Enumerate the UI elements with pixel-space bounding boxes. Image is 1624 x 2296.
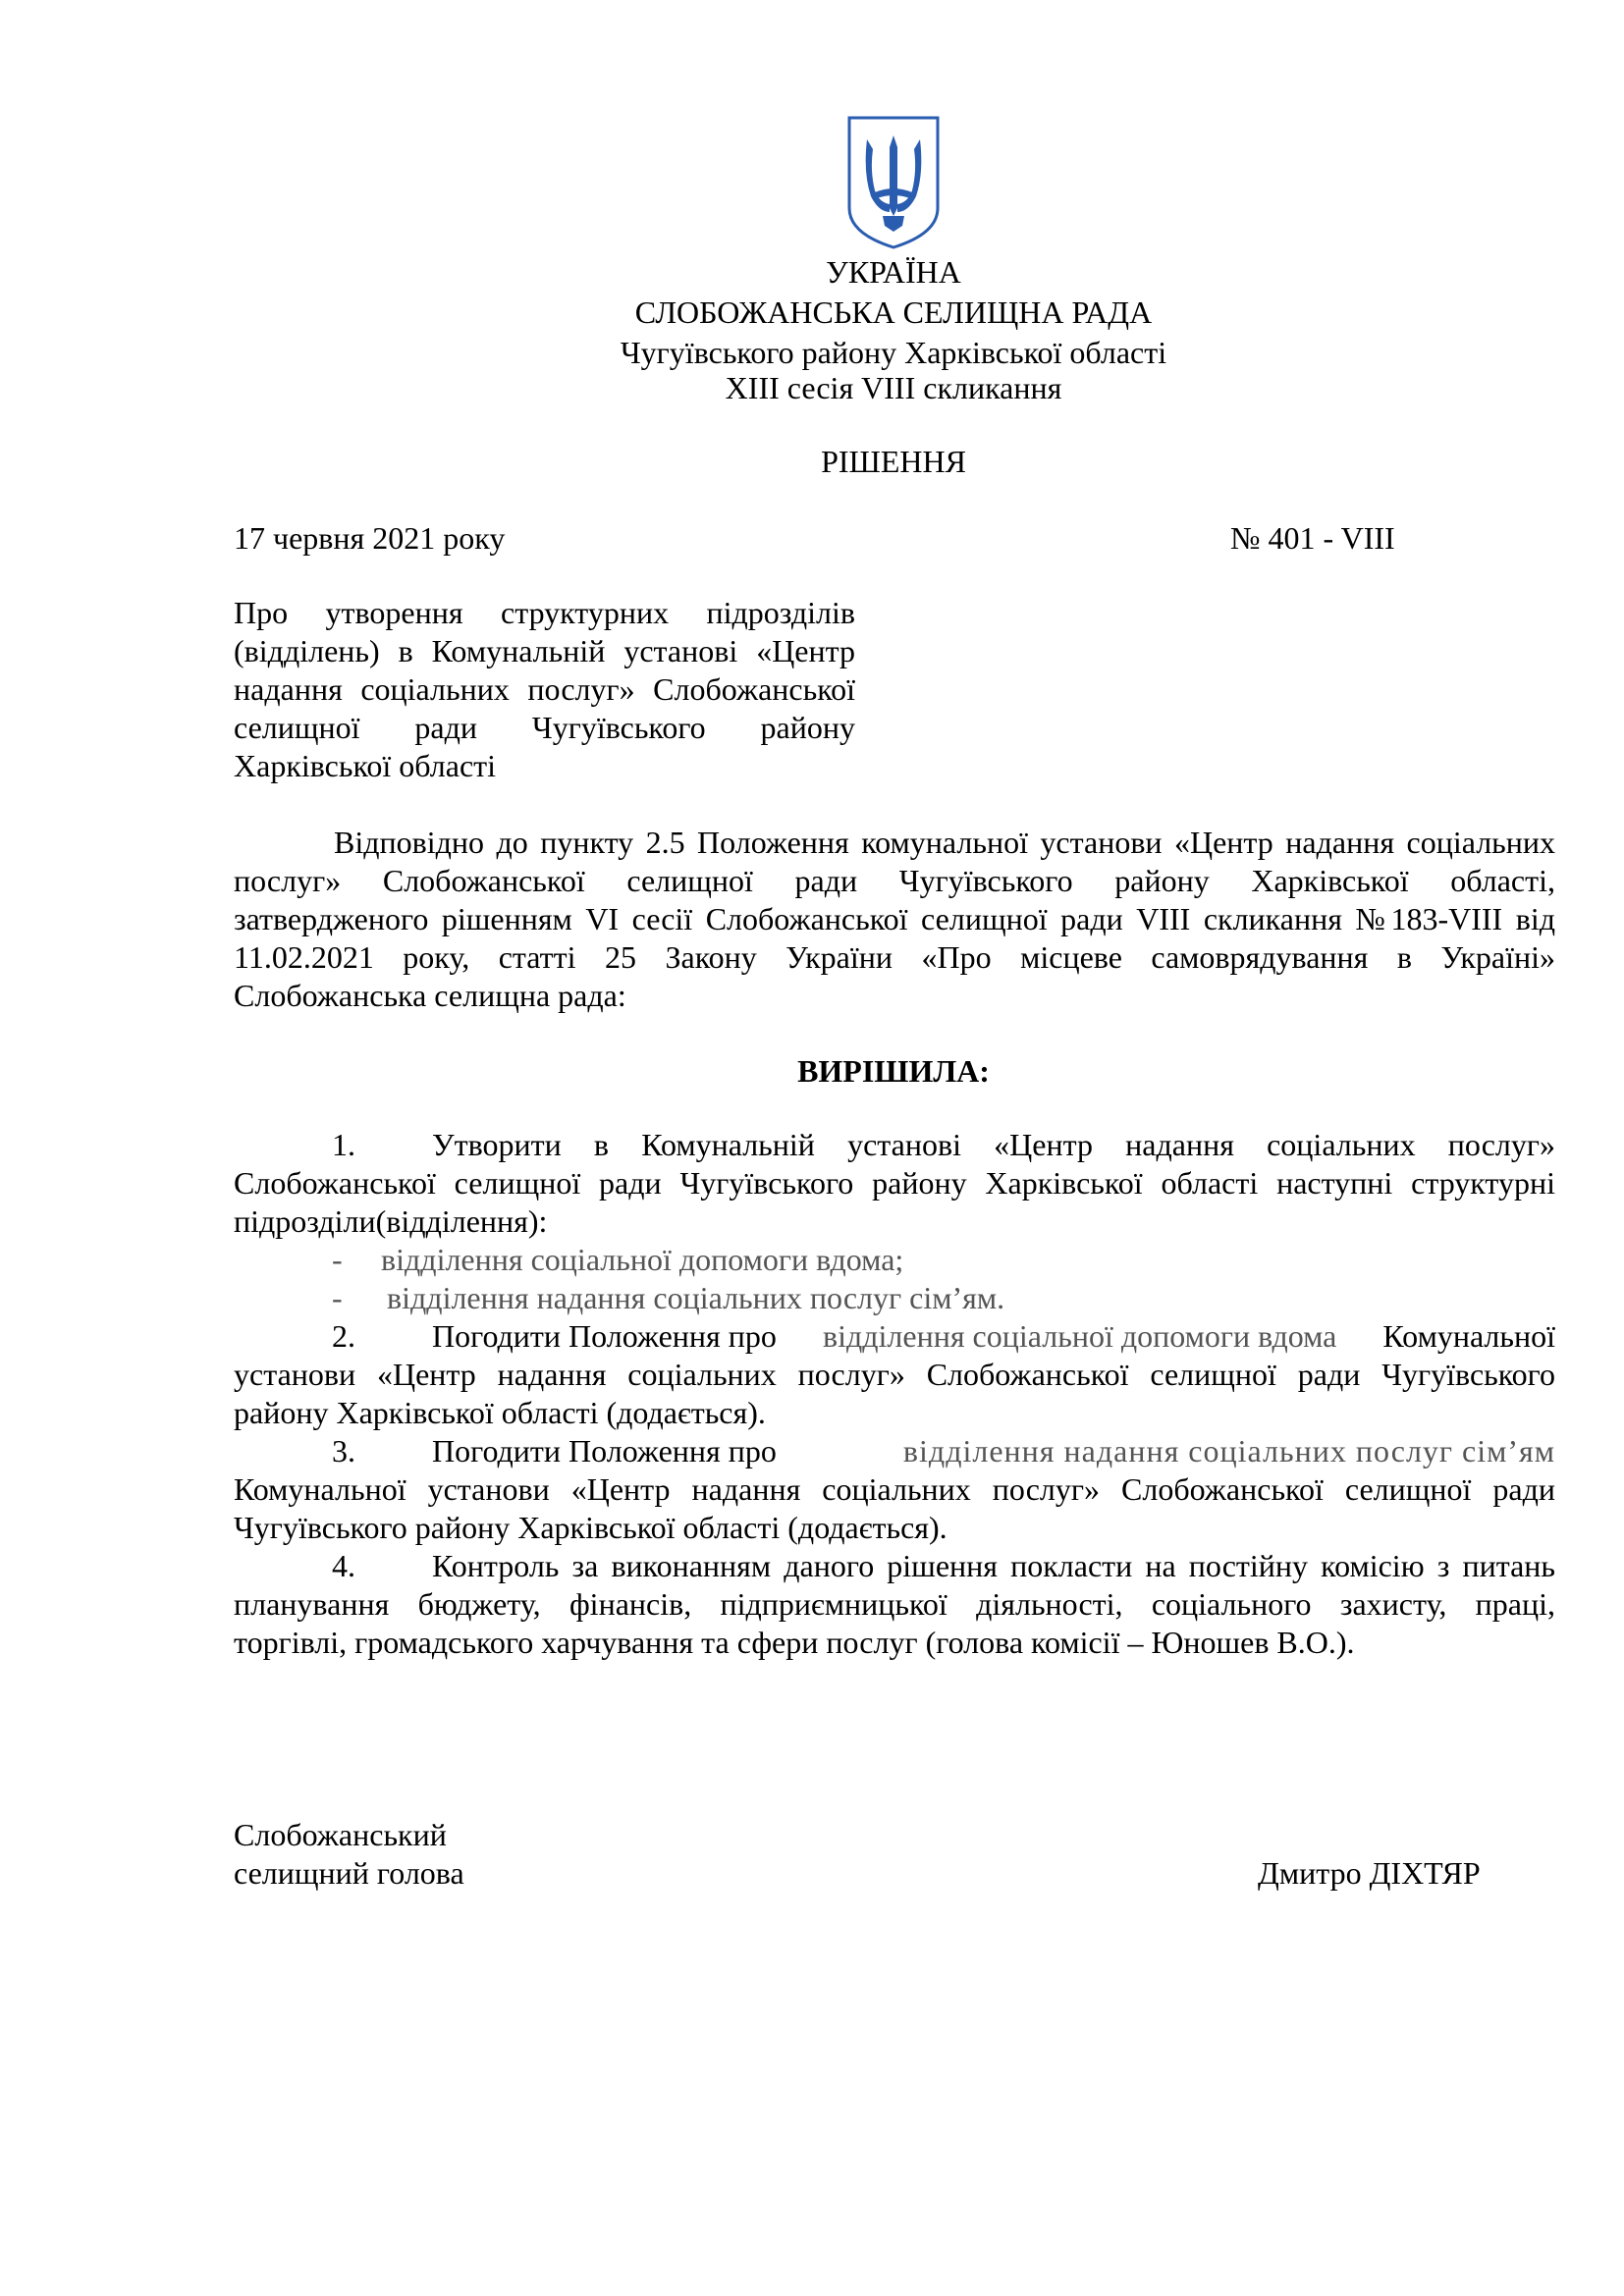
- item-text: установи «Центр надання соціальних послуг» Слобожанської селищної ради Чугуївського: [234, 1357, 1555, 1392]
- item-text: планування бюджету, фінансів, підприємницької діяльності, соціального захисту, праці,: [234, 1586, 1555, 1622]
- preamble-line: Відповідно до пункту 2.5 Положення комунальної установи «Центр надання соціальних: [334, 825, 1555, 860]
- item-text: Комунальної установи «Центр надання соціальних послуг» Слобожанської селищної ради: [234, 1471, 1555, 1507]
- signatory-title: селищний голова: [234, 1855, 464, 1891]
- subject-line: Харківської області: [234, 748, 497, 783]
- item-number: 1.: [332, 1127, 355, 1162]
- subject-line: селищної ради Чугуївського району: [234, 710, 855, 745]
- subject-line: надання соціальних послуг» Слобожанської: [234, 671, 855, 707]
- preamble-line: затвердженого рішенням VI сесії Слобожанської селищної ради VIII скликання №183-VIII від: [234, 901, 1555, 936]
- preamble-line: 11.02.2021 року, статті 25 Закону України «Про місцеве самоврядування в Україні»: [234, 939, 1555, 975]
- district-name: Чугуївського району Харківської області: [620, 335, 1167, 370]
- bullet-mark: -: [332, 1280, 343, 1315]
- item-text-part: Погодити Положення про: [432, 1433, 777, 1468]
- bullet-item: відділення соціальної допомоги вдома;: [381, 1242, 904, 1277]
- item-number: 4.: [332, 1548, 355, 1583]
- subject-line: Про утворення структурних підрозділів: [234, 595, 855, 630]
- country-name: УКРАЇНА: [826, 254, 961, 290]
- item-text: Контроль за виконанням даного рішення покласти на постійну комісію з питань: [432, 1548, 1555, 1583]
- item-text-part: Погодити Положення про: [432, 1318, 777, 1354]
- document-number: № 401 - VIII: [1230, 520, 1395, 556]
- signatory-name: Дмитро ДІХТЯР: [1258, 1855, 1481, 1891]
- coat-of-arms-icon: [845, 114, 942, 251]
- decided-heading: ВИРІШИЛА:: [797, 1053, 990, 1089]
- preamble-line: Слобожанська селищна рада:: [234, 978, 626, 1013]
- item-text: Слобожанської селищної ради Чугуївського району Харківської області наступні структурні: [234, 1165, 1555, 1201]
- session-info: XIII сесія VIII скликання: [725, 370, 1062, 405]
- council-name: СЛОБОЖАНСЬКА СЕЛИЩНА РАДА: [634, 294, 1153, 330]
- preamble-line: послуг» Слобожанської селищної ради Чугуївського району Харківської області,: [234, 863, 1555, 898]
- item-text: Утворити в Комунальній установі «Центр надання соціальних послуг»: [432, 1127, 1555, 1162]
- item-text-part: Комунальної: [1382, 1318, 1555, 1354]
- item-number: 3.: [332, 1433, 355, 1468]
- item-text: торгівлі, громадського харчування та сфери послуг (голова комісії – Юношев В.О.).: [234, 1625, 1355, 1660]
- item-text: району Харківської області (додається).: [234, 1395, 766, 1430]
- document-type: РІШЕННЯ: [821, 444, 966, 479]
- document-date: 17 червня 2021 року: [234, 520, 506, 556]
- item-text: [432, 1432, 1555, 1470]
- item-text: [432, 1317, 1555, 1356]
- item-text: Чугуївського району Харківської області (додається).: [234, 1510, 947, 1545]
- subject-line: (відділень) в Комунальній установі «Центр: [234, 633, 855, 668]
- bullet-mark: -: [332, 1242, 343, 1277]
- item-text-highlight: відділення надання соціальних послуг сім’ям: [902, 1433, 1555, 1468]
- item-text-highlight: відділення соціальної допомоги вдома: [822, 1318, 1337, 1354]
- item-text: підрозділи(відділення):: [234, 1203, 548, 1239]
- signatory-title: Слобожанський: [234, 1817, 447, 1852]
- bullet-item: відділення надання соціальних послуг сім’ям.: [387, 1280, 1005, 1315]
- item-number: 2.: [332, 1318, 355, 1354]
